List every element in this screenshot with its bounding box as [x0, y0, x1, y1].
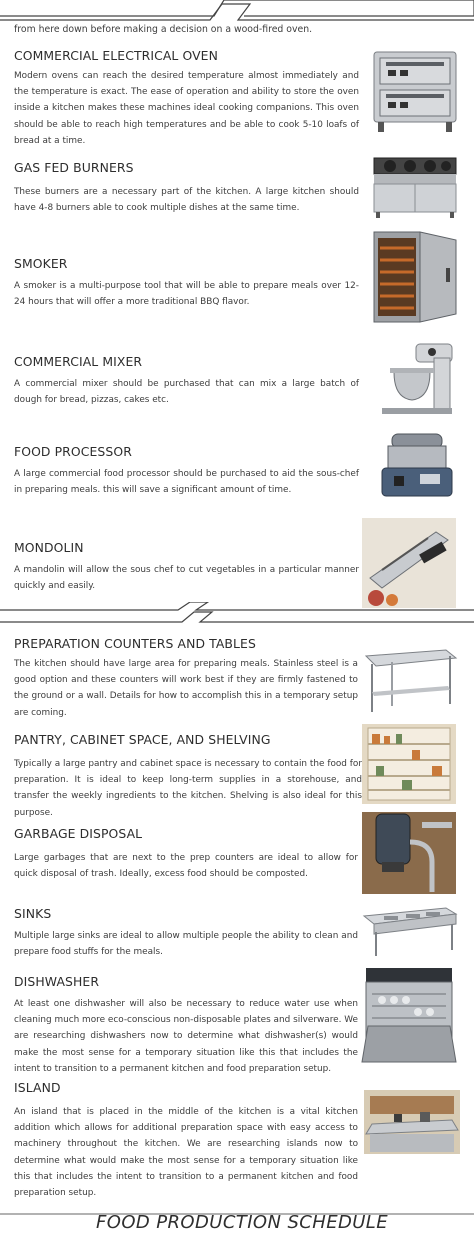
smoker-photo: [370, 228, 460, 328]
mandolin-photo: [362, 518, 456, 608]
section-title: SINKS: [14, 906, 52, 921]
equipment-item-pantry: [0, 728, 474, 818]
section-title: PREPARATION COUNTERS AND TABLES: [14, 636, 256, 651]
section-body: Large garbages that are next to the prep counters are ideal to allow for quick disposal of trash. Ideally, excess food should be composted.: [14, 853, 358, 880]
section-title: DISHWASHER: [14, 974, 100, 989]
mixer-photo: [372, 338, 458, 416]
equipment-item-garbage-disposal: [0, 822, 474, 902]
section-body: Multiple large sinks are ideal to allow multiple people the ability to clean and prepare food stuffs for the meals.: [14, 931, 358, 958]
section-body: A smoker is a multi-purpose tool that will be able to prepare meals over 12-24 hours that will offer a more traditional BBQ flavor.: [14, 281, 359, 308]
section-body: At least one dishwasher will also be necessary to reduce water use when cleaning much more eco-conscious non-disposable plates and silverware. We are researching dishwashers now to determine what dishwasher(s) would make the most sense for a temporary situation like this that includes the intent to transition to a permanent kitchen and food preparation setup.: [14, 999, 358, 1074]
equipment-item-mandolin: [0, 536, 474, 606]
pantry-photo: [362, 724, 456, 804]
torn-paper-edge-middle: [0, 602, 474, 628]
processor-photo: [372, 430, 458, 500]
section-body: These burners are a necessary part of the kitchen. A large kitchen should have 4-8 burners able to cook multiple dishes at the same time.: [14, 187, 359, 214]
section-title: COMMERCIAL MIXER: [14, 354, 143, 369]
torn-paper-edge-top: [0, 0, 474, 26]
continued-text: from here down before making a decision on a wood-fired oven.: [14, 24, 313, 35]
section-body: Typically a large pantry and cabinet space is necessary to contain the food for preparation. It is ideal to keep long-term supplies in a storehouse, and transfer the weekly ingredients to the kitchen. Shelving is also ideal for this purpose.: [14, 759, 362, 818]
section-title: MONDOLIN: [14, 540, 84, 555]
equipment-item-dishwasher: [0, 966, 474, 1074]
section-body: A commercial mixer should be purchased that can mix a large batch of dough for bread, pizzas, cakes etc.: [14, 379, 359, 406]
disposal-photo: [362, 812, 456, 894]
section-body: The kitchen should have large area for preparing meals. Stainless steel is a good option and these counters will work best if they are firmly fastened to the ground or a wall. Details for how to accomplish this in a temporary setup are coming.: [14, 659, 358, 718]
oven-photo: [370, 48, 460, 136]
island-photo: [364, 1090, 460, 1154]
equipment-item-food-processor: [0, 440, 474, 510]
sink-photo: [360, 902, 458, 958]
section-title: GARBAGE DISPOSAL: [14, 826, 143, 841]
section-title: PANTRY, CABINET SPACE, AND SHELVING: [14, 732, 271, 747]
equipment-item-prep-counters: [0, 632, 474, 722]
next-section-heading: FOOD PRODUCTION SCHEDULE: [96, 1212, 389, 1233]
dishwasher-photo: [360, 966, 458, 1066]
section-body: A large commercial food processor should be purchased to aid the sous-chef in preparing meals. this will save a significant amount of time.: [14, 469, 359, 496]
equipment-item-smoker: [0, 252, 474, 340]
section-title: COMMERCIAL ELECTRICAL OVEN: [14, 48, 218, 63]
equipment-item-mixer: [0, 350, 474, 420]
section-title: ISLAND: [14, 1080, 61, 1095]
section-body: Modern ovens can reach the desired temperature almost immediately and the temperature is exact. The ease of operation and ability to store the oven inside a kitchen makes these machines ideal cooking companions. This oven should be able to reach high temperatures and be able to cook 5-10 loafs of bread at a time.: [14, 71, 359, 146]
section-title: GAS FED BURNERS: [14, 160, 134, 175]
table-photo: [362, 646, 458, 718]
section-title: SMOKER: [14, 256, 68, 271]
equipment-item-island: [0, 1078, 474, 1208]
equipment-item-burners: [0, 156, 474, 226]
section-body: A mandolin will allow the sous chef to cut vegetables in a particular manner quickly and easily.: [14, 565, 359, 592]
section-title: FOOD PROCESSOR: [14, 444, 132, 459]
burner-photo: [370, 152, 460, 220]
section-body: An island that is placed in the middle of the kitchen is a vital kitchen addition which allows for additional preparation space with easy access to machinery throughout the kitchen. We are researching islands now to determine what would make the most sense for a temporary situation like this that includes the intent to transition to a permanent kitchen and food preparation setup.: [14, 1107, 358, 1199]
equipment-item-sinks: [0, 898, 474, 968]
equipment-item-oven: [0, 44, 474, 144]
